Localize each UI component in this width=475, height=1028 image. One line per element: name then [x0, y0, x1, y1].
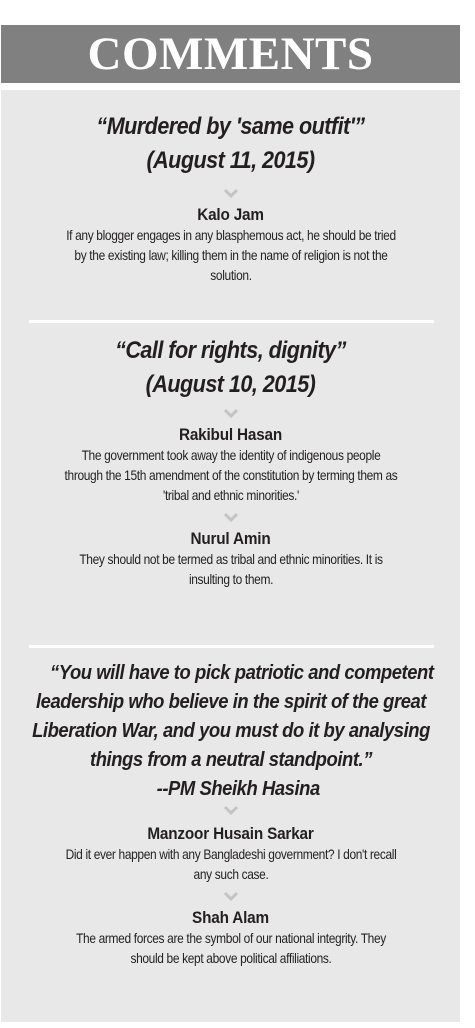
chevron-down-icon [224, 891, 238, 901]
section-divider [29, 320, 434, 323]
chevron-down-icon [224, 512, 238, 522]
comment-line: through the 15th amendment of the constitution by terming them as [64, 468, 398, 483]
comment-line: The armed forces are the symbol of our national integrity. They [76, 931, 386, 946]
comment-line: any such case. [193, 867, 269, 882]
section-headline [24, 334, 437, 402]
comment-text [11, 446, 451, 506]
headline-line: “Call for rights, dignity” [115, 337, 346, 364]
commenter-name: Nurul Amin [190, 529, 271, 548]
comment-line: solution. [210, 268, 252, 283]
headline-date: (August 10, 2015) [145, 371, 316, 398]
comment-line: 'tribal and ethnic minorities.' [163, 488, 299, 503]
headline-line: Liberation War, and you must do it by analysing [32, 719, 430, 742]
comment-line: The government took away the identity of indigenous people [81, 448, 381, 463]
headline-line: things from a neutral standpoint.” [90, 748, 372, 771]
comment-line: They should not be termed as tribal and ethnic minorities. It is [79, 552, 383, 567]
chevron-down-icon [224, 408, 238, 418]
comment-text [20, 550, 442, 590]
headline-line: “You will have to pick patriotic and competent [50, 661, 434, 684]
comments-panel [1, 90, 460, 1022]
commenter-name: Shah Alam [192, 908, 269, 927]
headline-line: leadership who believe in the spirit of the great [35, 690, 427, 713]
comment-line: should be kept above political affiliations. [130, 951, 332, 966]
page-title: COMMENTS [87, 28, 374, 80]
section-headline [15, 658, 447, 803]
comment-line: by the existing law; killing them in the name of religion is not the [74, 248, 388, 263]
chevron-down-icon [224, 805, 238, 815]
commenter-name: Kalo Jam [197, 205, 264, 224]
comment-text [20, 845, 442, 885]
comments-header [1, 25, 460, 83]
comment-line: Did it ever happen with any Bangladeshi government? I don't recall [65, 847, 397, 862]
commenter-name: Manzoor Husain Sarkar [147, 824, 314, 843]
comment-section-1 [1, 110, 460, 286]
headline-line: “Murdered by 'same outfit'” [96, 113, 365, 140]
comment-line: insulting to them. [188, 572, 274, 587]
comment-line: If any blogger engages in any blasphemous act, he should be tried [66, 228, 396, 243]
commenter-name: Rakibul Hasan [178, 425, 283, 444]
comment-section-3 [1, 658, 460, 969]
headline-attribution: --PM Sheikh Hasina [156, 777, 320, 800]
chevron-down-icon [224, 188, 238, 198]
section-headline [24, 110, 437, 178]
section-divider [29, 645, 434, 648]
headline-date: (August 11, 2015) [146, 147, 315, 174]
comment-section-2 [1, 334, 460, 590]
comment-text [20, 929, 442, 969]
comment-text [20, 226, 442, 286]
